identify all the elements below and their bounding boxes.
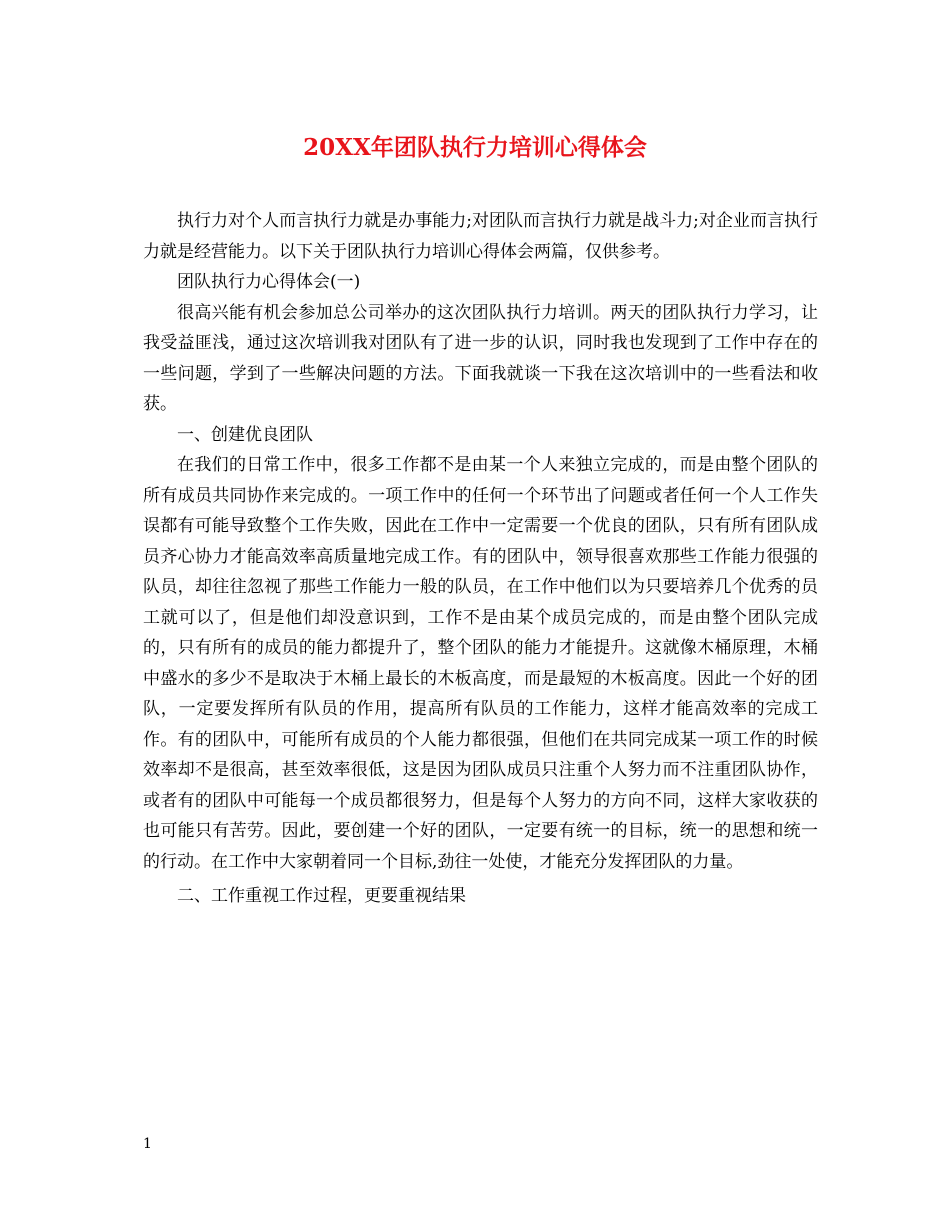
page-number: 1 [143, 1136, 152, 1152]
section-heading-team: 一、创建优良团队 [177, 424, 313, 445]
section-heading-part-one: 团队执行力心得体会(一) [177, 272, 361, 292]
page-title: 20XX年团队执行力培训心得体会 [303, 134, 647, 161]
section-heading-results: 二、工作重视工作过程，更要重视结果 [177, 886, 466, 906]
paragraph-team: 在我们的日常工作中，很多工作都不是由某一个人来独立完成的，而是由整个团队的所有成员共同协作来完成的。一项工作中的任何一个环节出了问题或者任何一个人工作失误都有可能导致整个工作失败，因此在工作中一定需要一个优良的团队，只有所有团队成员齐心协力才能高效率高质量地完成工作。有的团队中，领导很喜欢那些工作能力很强的队员，却往往忽视了那些工作能力一般的队员，在工作中他们以为只要培养几个优秀的员工就可以了，但是他们却没意识到，工作不是由某个成员完成的，而是由整个团队完成的，只有所有的成员的能力都提升了，整个团队的能力才能提升。这就像木桶原理，木桶中盛水的多少不是取决于木桶上最长的木板高度，而是最短的木板高度。因此一个好的团队，一定要发挥所有队员的作用，提高所有队员的工作能力，这样才能高效率的完成工作。有的团队中，可能所有成员的个人能力都很强，但他们在共同完成某一项工作的时候效率却不是很高，甚至效率很低，这是因为团队成员只注重个人努力而不注重团队协作，或者有的团队中可能每一个成员都很努力，但是每个人努力的方向不同，这样大家收获的也可能只有苦劳。因此，要创建一个好的团队，一定要有统一的目标，统一的思想和统一的行动。在工作中大家朝着同一个目标,劲往一处使，才能充分发挥团队的力量。 [143, 455, 818, 872]
paragraph-training-intro: 很高兴能有机会参加总公司举办的这次团队执行力培训。两天的团队执行力学习，让我受益匪浅，通过这次培训我对团队有了进一步的认识，同时我也发现到了工作中存在的一些问题，学到了一些解决问题的方法。下面我就谈一下我在这次培训中的一些看法和收获。 [143, 302, 818, 414]
document-body [143, 206, 818, 912]
paragraph-intro: 执行力对个人而言执行力就是办事能力;对团队而言执行力就是战斗力;对企业而言执行力就是经营能力。以下关于团队执行力培训心得体会两篇，仅供参考。 [143, 211, 818, 262]
